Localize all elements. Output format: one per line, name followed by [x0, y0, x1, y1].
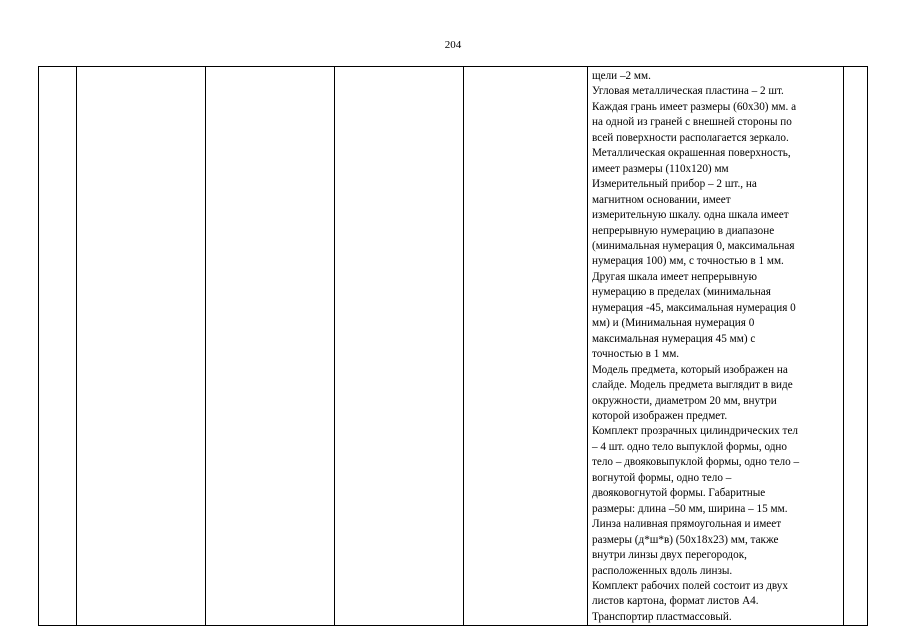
description-line: Комплект прозрачных цилиндрических тел: [592, 425, 798, 438]
number-cell: [39, 67, 77, 626]
description-cell: [588, 67, 844, 626]
description-line: Каждая грань имеет размеры (60х30) мм. а: [592, 100, 797, 113]
description-line: магнитном основании, имеет: [592, 193, 731, 206]
empty-cell: [464, 67, 588, 626]
description-line: внутри линзы двух перегородок,: [592, 549, 747, 562]
description-line: нумерация -45, максимальная нумерация 0: [592, 301, 796, 314]
description-line: имеет размеры (110х120) мм: [592, 162, 729, 175]
description-line: Угловая металлическая пластина – 2 шт.: [592, 85, 784, 98]
description-line: размеры: длина –50 мм, ширина – 15 мм.: [592, 502, 788, 515]
description-line: (минимальная нумерация 0, максимальная: [592, 239, 795, 252]
description-line: двояковогнутой формы. Габаритные: [592, 487, 766, 500]
description-line: Другая шкала имеет непрерывную: [592, 270, 757, 283]
description-line: вогнутой формы, одно тело –: [592, 471, 732, 484]
empty-cell: [844, 67, 868, 626]
description-line: окружности, диаметром 20 мм, внутри: [592, 394, 777, 407]
description-line: непрерывную нумерацию в диапазоне: [592, 224, 775, 237]
description-line: на одной из граней с внешней стороны по: [592, 116, 792, 129]
description-line: листов картона, формат листов А4.: [592, 595, 759, 608]
description-line: точностью в 1 мм.: [592, 348, 680, 361]
description-line: щели –2 мм.: [592, 70, 651, 82]
empty-cell: [206, 67, 335, 626]
description-line: Линза наливная прямоугольная и имеет: [592, 518, 782, 531]
description-line: Измерительный прибор – 2 шт., на: [592, 178, 757, 191]
description-line: нумерацию в пределах (минимальная: [592, 286, 771, 299]
description-line: тело – двояковыпуклой формы, одно тело –: [592, 456, 800, 469]
description-line: нумерация 100) мм, с точностью в 1 мм.: [592, 255, 784, 268]
table-row: [39, 67, 868, 626]
description-line: Транспортир пластмассовый.: [592, 610, 732, 623]
description-line: мм) и (Минимальная нумерация 0: [592, 317, 755, 330]
description-line: максимальная нумерация 45 мм) с: [592, 332, 756, 345]
description-line: размеры (д*ш*в) (50х18х23) мм, также: [592, 533, 779, 546]
description-line: Модель предмета, который изображен на: [592, 363, 788, 376]
description-line: – 4 шт. одно тело выпуклой формы, одно: [592, 440, 787, 453]
empty-cell: [77, 67, 206, 626]
page-number: 204: [444, 39, 462, 51]
description-line: расположенных вдоль линзы.: [592, 564, 733, 577]
specification-table: [38, 66, 868, 626]
description-line: которой изображен предмет.: [592, 409, 728, 422]
description-line: всей поверхности располагается зеркало.: [592, 131, 789, 144]
description-line: слайде. Модель предмета выглядит в виде: [592, 379, 793, 392]
description-line: измерительную шкалу. одна шкала имеет: [592, 209, 789, 222]
description-line: Комплект рабочих полей состоит из двух: [592, 579, 788, 592]
description-line: Металлическая окрашенная поверхность,: [592, 147, 791, 160]
empty-cell: [335, 67, 464, 626]
